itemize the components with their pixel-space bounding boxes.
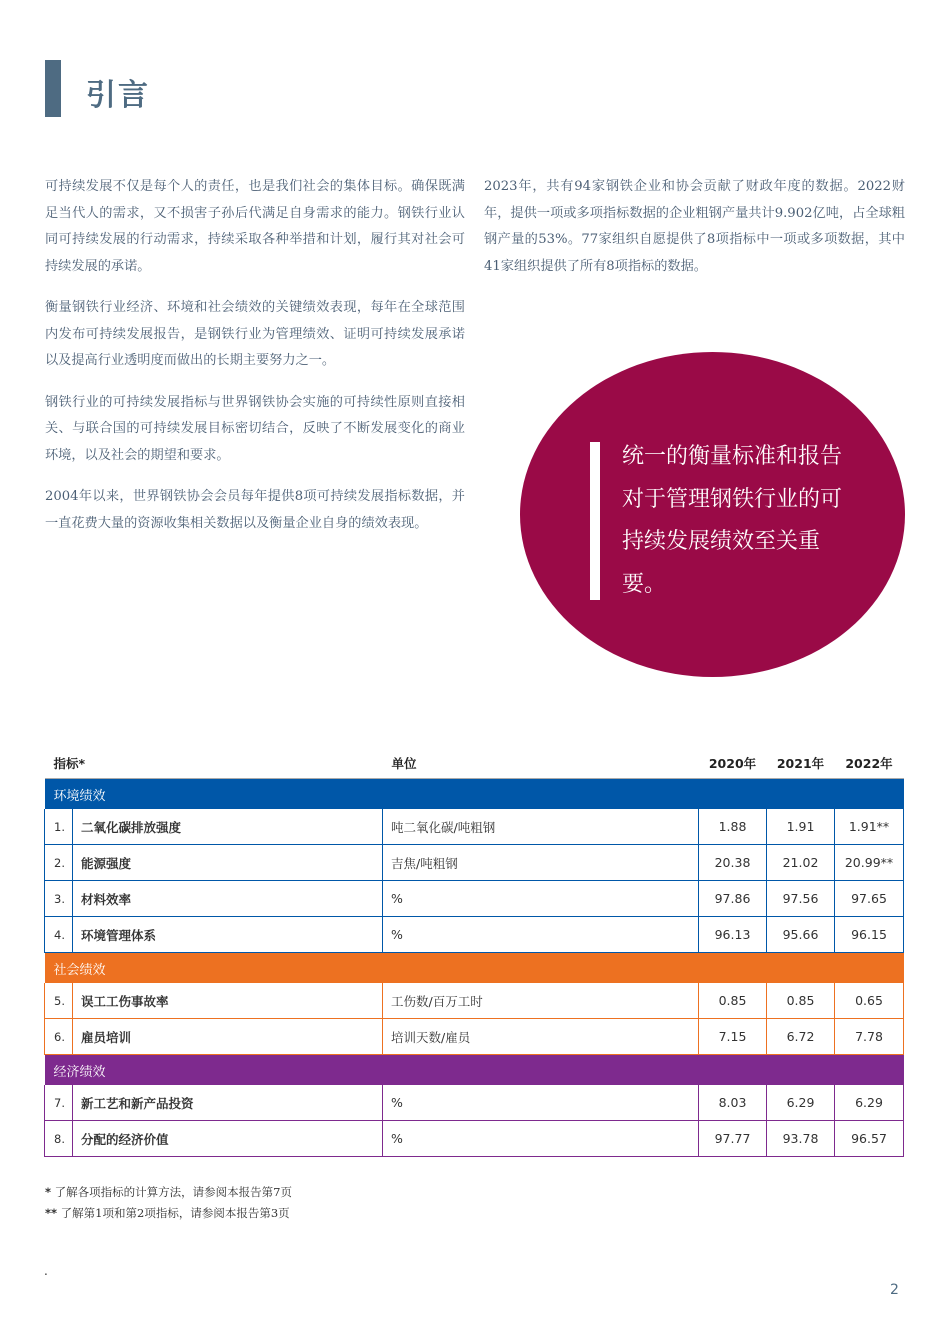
row-value-2020: 8.03 bbox=[699, 1085, 767, 1121]
header-2020: 2020年 bbox=[699, 748, 767, 779]
table-row bbox=[45, 1019, 904, 1055]
intro-left-column bbox=[45, 174, 465, 552]
row-unit: % bbox=[383, 1085, 699, 1121]
footnote-mark: ** bbox=[45, 1206, 58, 1220]
section-label: 环境绩效 bbox=[45, 779, 904, 810]
row-value-2022: 97.65 bbox=[835, 881, 904, 917]
section-environment bbox=[45, 779, 904, 810]
section-social bbox=[45, 953, 904, 984]
table-row bbox=[45, 1085, 904, 1121]
row-indicator: 二氧化碳排放强度 bbox=[73, 809, 383, 845]
header-2021: 2021年 bbox=[767, 748, 835, 779]
section-label: 经济绩效 bbox=[45, 1055, 904, 1086]
row-value-2021: 0.85 bbox=[767, 983, 835, 1019]
footnote-mark: * bbox=[45, 1185, 52, 1199]
footnote bbox=[45, 1203, 292, 1224]
row-indicator: 环境管理体系 bbox=[73, 917, 383, 953]
row-value-2021: 21.02 bbox=[767, 845, 835, 881]
row-indicator: 误工工伤事故率 bbox=[73, 983, 383, 1019]
row-indicator: 新工艺和新产品投资 bbox=[73, 1085, 383, 1121]
row-value-2021: 1.91 bbox=[767, 809, 835, 845]
table-row bbox=[45, 983, 904, 1019]
table-row bbox=[45, 809, 904, 845]
row-unit: 工伤数/百万工时 bbox=[383, 983, 699, 1019]
intro-paragraph: 可持续发展不仅是每个人的责任，也是我们社会的集体目标。确保既满足当代人的需求，又不损害子孙后代满足自身需求的能力。钢铁行业认同可持续发展的行动需求，持续采取各种举措和计划，履行其对社会可持续发展的承诺。 bbox=[45, 179, 465, 274]
intro-paragraph: 2004年以来，世界钢铁协会会员每年提供8项可持续发展指标数据，并一直花费大量的资源收集相关数据以及衡量企业自身的绩效表现。 bbox=[45, 489, 465, 531]
header-unit: 单位 bbox=[383, 748, 699, 779]
footnote bbox=[45, 1182, 292, 1203]
table-row bbox=[45, 1121, 904, 1157]
row-value-2021: 95.66 bbox=[767, 917, 835, 953]
row-index: 6. bbox=[45, 1019, 73, 1055]
row-value-2022: 20.99** bbox=[835, 845, 904, 881]
footnotes bbox=[45, 1182, 292, 1224]
row-unit: 培训天数/雇员 bbox=[383, 1019, 699, 1055]
row-value-2022: 96.57 bbox=[835, 1121, 904, 1157]
row-index: 3. bbox=[45, 881, 73, 917]
row-value-2020: 20.38 bbox=[699, 845, 767, 881]
row-value-2022: 96.15 bbox=[835, 917, 904, 953]
title-accent-bar bbox=[45, 60, 61, 117]
table-header-row bbox=[45, 748, 904, 779]
intro-paragraph: 衡量钢铁行业经济、环境和社会绩效的关键绩效表现，每年在全球范围内发布可持续发展报告，是钢铁行业为管理绩效、证明可持续发展承诺以及提高行业透明度而做出的长期主要努力之一。 bbox=[45, 300, 465, 368]
row-unit: % bbox=[383, 917, 699, 953]
row-value-2022: 1.91** bbox=[835, 809, 904, 845]
row-index: 1. bbox=[45, 809, 73, 845]
section-label: 社会绩效 bbox=[45, 953, 904, 984]
page-number: 2 bbox=[890, 1282, 899, 1298]
header-indicator: 指标* bbox=[45, 748, 383, 779]
quote-accent-bar bbox=[590, 442, 600, 600]
row-value-2021: 6.29 bbox=[767, 1085, 835, 1121]
pull-quote: 统一的衡量标准和报告对于管理钢铁行业的可持续发展绩效至关重要。 bbox=[622, 444, 843, 597]
row-value-2020: 97.86 bbox=[699, 881, 767, 917]
footnote-text: 了解第1项和第2项指标，请参阅本报告第3页 bbox=[57, 1206, 290, 1220]
table-row bbox=[45, 881, 904, 917]
row-index: 2. bbox=[45, 845, 73, 881]
header-2022: 2022年 bbox=[835, 748, 904, 779]
indicator-table bbox=[44, 748, 904, 1157]
row-indicator: 材料效率 bbox=[73, 881, 383, 917]
row-value-2020: 7.15 bbox=[699, 1019, 767, 1055]
row-value-2020: 0.85 bbox=[699, 983, 767, 1019]
page-title: 引言 bbox=[86, 78, 150, 113]
row-value-2022: 7.78 bbox=[835, 1019, 904, 1055]
row-value-2020: 96.13 bbox=[699, 917, 767, 953]
row-index: 4. bbox=[45, 917, 73, 953]
row-value-2020: 97.77 bbox=[699, 1121, 767, 1157]
row-unit: % bbox=[383, 881, 699, 917]
footnote-text: 了解各项指标的计算方法，请参阅本报告第7页 bbox=[51, 1185, 292, 1199]
row-indicator: 雇员培训 bbox=[73, 1019, 383, 1055]
row-indicator: 能源强度 bbox=[73, 845, 383, 881]
intro-paragraph: 钢铁行业的可持续发展指标与世界钢铁协会实施的可持续性原则直接相关、与联合国的可持续发展目标密切结合，反映了不断发展变化的商业环境，以及社会的期望和要求。 bbox=[45, 394, 465, 463]
intro-right-column bbox=[484, 174, 905, 295]
row-value-2021: 97.56 bbox=[767, 881, 835, 917]
row-unit: 吉焦/吨粗钢 bbox=[383, 845, 699, 881]
row-value-2021: 6.72 bbox=[767, 1019, 835, 1055]
row-value-2021: 93.78 bbox=[767, 1121, 835, 1157]
table-row bbox=[45, 917, 904, 953]
row-index: 7. bbox=[45, 1085, 73, 1121]
row-indicator: 分配的经济价值 bbox=[73, 1121, 383, 1157]
row-value-2022: 6.29 bbox=[835, 1085, 904, 1121]
row-index: 5. bbox=[45, 983, 73, 1019]
intro-paragraph: 2023年，共有94家钢铁企业和协会贡献了财政年度的数据。2022财年，提供一项或多项指标数据的企业粗钢产量共计9.902亿吨，占全球粗钢产量的53%。77家组织自愿提供了8项指标中一项或多项数据，其中41家组织提供了所有8项指标的数据。 bbox=[484, 179, 905, 274]
row-value-2020: 1.88 bbox=[699, 809, 767, 845]
section-economic bbox=[45, 1055, 904, 1086]
row-unit: 吨二氧化碳/吨粗钢 bbox=[383, 809, 699, 845]
row-unit: % bbox=[383, 1121, 699, 1157]
stray-dot: . bbox=[44, 1264, 48, 1278]
row-value-2022: 0.65 bbox=[835, 983, 904, 1019]
table-row bbox=[45, 845, 904, 881]
row-index: 8. bbox=[45, 1121, 73, 1157]
